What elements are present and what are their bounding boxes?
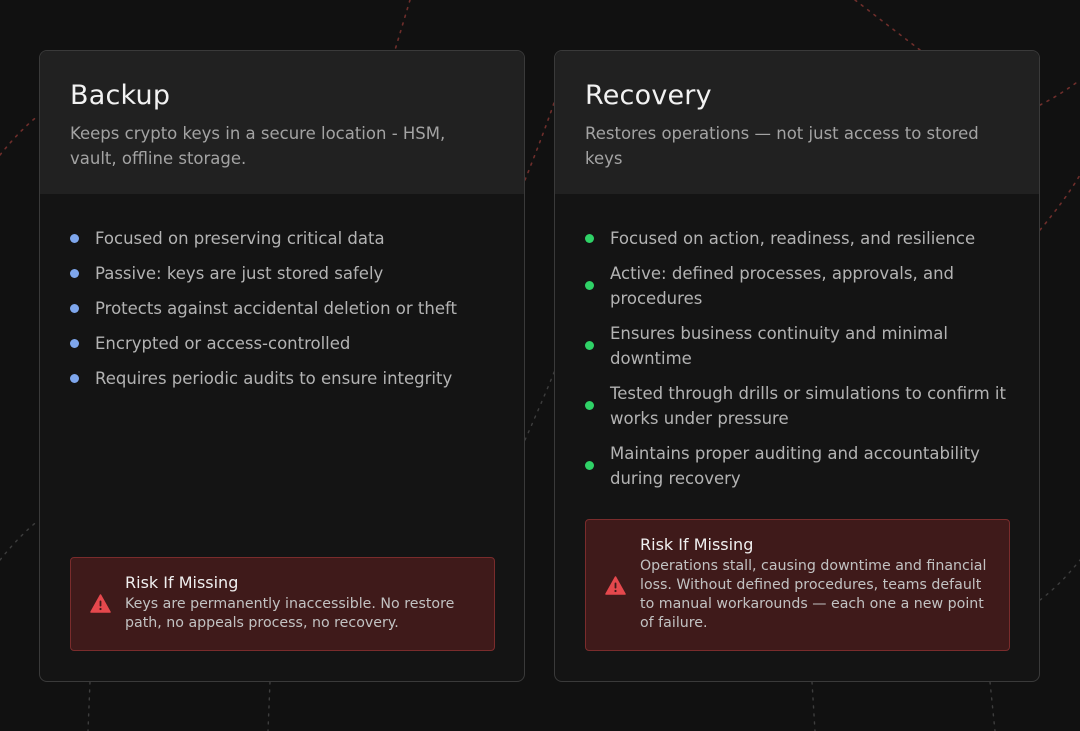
bullet-dot-icon bbox=[585, 281, 594, 290]
bullet-dot-icon bbox=[70, 304, 79, 313]
bullet-dot-icon bbox=[585, 461, 594, 470]
bullet-dot-icon bbox=[70, 374, 79, 383]
list-item bbox=[70, 226, 494, 251]
bullet-dot-icon bbox=[70, 339, 79, 348]
list-item bbox=[70, 366, 494, 391]
list-item bbox=[585, 381, 1015, 431]
backup-card-header bbox=[40, 51, 524, 194]
list-item-text: Passive: keys are just stored safely bbox=[95, 264, 384, 283]
list-item bbox=[70, 261, 494, 286]
risk-title: Risk If Missing bbox=[125, 573, 239, 592]
list-item bbox=[585, 321, 1015, 371]
list-item-text: Tested through drills or simulations to confirm it works under pressure bbox=[610, 384, 1006, 428]
recovery-title: Recovery bbox=[585, 80, 712, 111]
recovery-subtitle: Restores operations — not just access to stored keys bbox=[585, 124, 979, 168]
list-item-text: Focused on action, readiness, and resilience bbox=[610, 229, 976, 248]
list-item-text: Protects against accidental deletion or theft bbox=[95, 299, 457, 318]
list-item-text: Requires periodic audits to ensure integrity bbox=[95, 369, 453, 388]
list-item-text: Focused on preserving critical data bbox=[95, 229, 385, 248]
list-item bbox=[585, 441, 1015, 491]
warning-icon bbox=[90, 594, 111, 613]
backup-subtitle: Keeps crypto keys in a secure location - HSM, vault, offline storage. bbox=[70, 124, 446, 168]
list-item-text: Active: defined processes, approvals, and procedures bbox=[610, 264, 954, 308]
backup-title: Backup bbox=[70, 80, 171, 111]
risk-title: Risk If Missing bbox=[640, 535, 754, 554]
recovery-card bbox=[554, 50, 1040, 682]
recovery-card-header bbox=[555, 51, 1039, 194]
bullet-dot-icon bbox=[585, 234, 594, 243]
backup-card bbox=[39, 50, 525, 682]
warning-icon bbox=[605, 576, 626, 595]
bullet-dot-icon bbox=[585, 341, 594, 350]
list-item-text: Maintains proper auditing and accountability during recovery bbox=[610, 444, 980, 488]
bullet-dot-icon bbox=[585, 401, 594, 410]
list-item bbox=[585, 261, 1015, 311]
backup-risk-callout bbox=[70, 557, 495, 651]
list-item-text: Ensures business continuity and minimal downtime bbox=[610, 324, 948, 368]
recovery-feature-list bbox=[555, 194, 1039, 491]
list-item-text: Encrypted or access-controlled bbox=[95, 334, 351, 353]
list-item bbox=[585, 226, 1015, 251]
recovery-risk-callout bbox=[585, 519, 1010, 651]
backup-feature-list bbox=[40, 194, 524, 391]
bullet-dot-icon bbox=[70, 269, 79, 278]
risk-description: Operations stall, causing downtime and financial loss. Without defined procedures, teams default to manual workarounds — each one a new point of failure. bbox=[640, 558, 987, 631]
bullet-dot-icon bbox=[70, 234, 79, 243]
list-item bbox=[70, 331, 494, 356]
list-item bbox=[70, 296, 494, 321]
risk-description: Keys are permanently inaccessible. No restore path, no appeals process, no recovery. bbox=[125, 596, 455, 631]
